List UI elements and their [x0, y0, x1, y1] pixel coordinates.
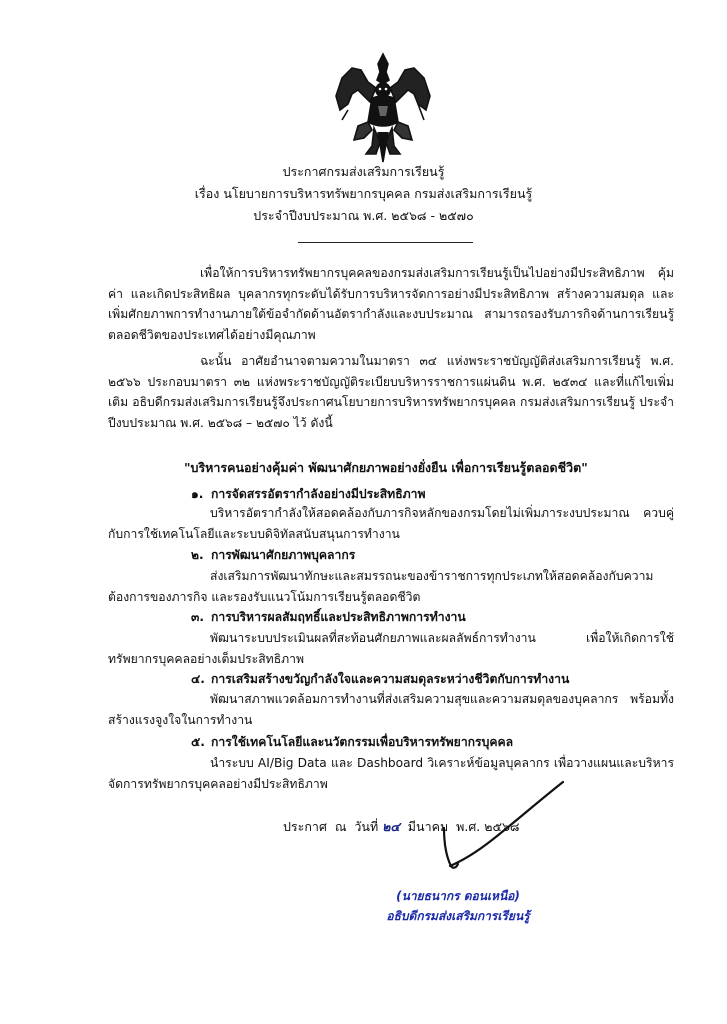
policy-item-4-title — [191, 670, 569, 689]
title-divider — [298, 242, 473, 243]
policy-item-4-text: พัฒนาสภาพแวดล้อมการทำงานที่ส่งเสริมความสุขและความสมดุลของบุคลากร พร้อมทั้งสร้างแรงจูงใจในการทำงาน — [108, 692, 674, 727]
policy-item-1-text: บริหารอัตรากำลังให้สอดคล้องกับภารกิจหลักของกรมโดยไม่เพิ่มภาระงบประมาณ ควบคู่กับการใช้เทคโนโลยีและระบบดิจิทัลสนับสนุนการทำงาน — [108, 506, 674, 541]
intro-paragraph-1 — [108, 263, 674, 345]
policy-item-3-text: พัฒนาระบบประเมินผลที่สะท้อนศักยภาพและผลลัพธ์การทำงาน เพื่อให้เกิดการใช้ทรัพยากรบุคคลอย่างเต็มประสิทธิภาพ — [108, 631, 674, 666]
policy-item-1-title — [191, 485, 426, 504]
signer-position: อธิบดีกรมส่งเสริมการเรียนรู้ — [386, 909, 530, 923]
signer-name: (นายธนากร ดอนเหนือ) — [396, 889, 520, 903]
policy-item-4-heading: การเสริมสร้างขวัญกำลังใจและความสมดุลระหว่างชีวิตกับการทำงาน — [211, 672, 570, 686]
policy-item-2-text: ส่งเสริมการพัฒนาทักษะและสมรรถนะของข้าราชการทุกประเภทให้สอดคล้องกับความต้องการของภารกิจ และรองรับแนวโน้มการเรียนรู้ตลอดชีวิต — [108, 569, 654, 604]
policy-item-5-number: ๕. — [191, 735, 205, 749]
policy-item-5-body — [108, 753, 674, 794]
date-day-handwritten: ๒๔ — [382, 819, 400, 834]
garuda-emblem-icon — [328, 50, 438, 168]
policy-item-4-body — [108, 689, 674, 730]
announcement-subject: เรื่อง นโยบายการบริหารทรัพยากรบุคคล กรมส่งเสริมการเรียนรู้ — [194, 186, 533, 201]
policy-item-2-number: ๒. — [191, 548, 204, 562]
policy-motto: "บริหารคนอย่างคุ้มค่า พัฒนาศักยภาพอย่างยั่งยืน เพื่อการเรียนรู้ตลอดชีวิต" — [184, 460, 588, 475]
policy-item-2-title — [191, 546, 355, 565]
signature-mark — [420, 770, 570, 880]
policy-item-3-body — [108, 628, 674, 669]
policy-item-2-body — [108, 566, 674, 607]
intro-text-2: ฉะนั้น อาศัยอำนาจตามความในมาตรา ๓๔ แห่งพระราชบัญญัติส่งเสริมการเรียนรู้ พ.ศ. ๒๕๖๖ ประกอบมาตรา ๓๒ แห่งพระราชบัญญัติระเบียบบริหารราชการแผ่นดิน พ.ศ. ๒๕๓๔ และที่แก้ไขเพิ่มเติม อธิบดีกรมส่งเสริมการเรียนรู้จึงประกาศนโยบายการบริหารทรัพยากรบุคคล กรมส่งเสริมการเรียนรู้ ประจำปีงบประมาณ พ.ศ. ๒๕๖๘ – ๒๕๗๐ ไว้ ดังนี้ — [108, 354, 674, 430]
policy-item-5-text: นำระบบ AI/Big Data และ Dashboard วิเคราะห์ข้อมูลบุคลากร เพื่อวางแผนและบริหารจัดการทรัพยากรบุคคลอย่างมีประสิทธิภาพ — [108, 756, 674, 791]
policy-item-1-body — [108, 503, 674, 544]
intro-paragraph-2 — [108, 351, 674, 433]
policy-item-4-number: ๔. — [191, 672, 205, 686]
policy-item-3-title — [191, 608, 466, 627]
policy-item-1-heading: การจัดสรรอัตรากำลังอย่างมีประสิทธิภาพ — [211, 487, 426, 501]
policy-item-3-heading: การบริหารผลสัมฤทธิ์และประสิทธิภาพการทำงาน — [211, 610, 466, 624]
intro-text-1: เพื่อให้การบริหารทรัพยากรบุคคลของกรมส่งเสริมการเรียนรู้เป็นไปอย่างมีประสิทธิภาพ คุ้มค่า และเกิดประสิทธิผล บุคลากรทุกระดับได้รับการบริหารจัดการอย่างมีประสิทธิภาพ สร้างความสมดุล และเพิ่มศักยภาพการทำงานภายใต้ข้อจำกัดด้านอัตรากำลังและงบประมาณ สามารถรองรับภารกิจด้านการเรียนรู้ตลอดชีวิตของประเทศได้อย่างมีคุณภาพ — [108, 266, 674, 342]
date-suffix: มีนาคม พ.ศ. ๒๕๖๘ — [399, 819, 520, 834]
announcement-title: ประกาศกรมส่งเสริมการเรียนรู้ — [282, 164, 445, 179]
fiscal-year-line: ประจำปีงบประมาณ พ.ศ. ๒๕๖๘ - ๒๕๗๐ — [253, 208, 474, 223]
policy-item-5-heading: การใช้เทคโนโลยีและนวัตกรรมเพื่อบริหารทรัพยากรบุคคล — [211, 735, 514, 749]
date-prefix: ประกาศ ณ วันที่ — [283, 819, 383, 834]
policy-item-5-title — [191, 733, 513, 752]
policy-item-2-heading: การพัฒนาศักยภาพบุคลากร — [211, 548, 356, 562]
policy-item-1-number: ๑. — [191, 487, 204, 501]
policy-item-3-number: ๓. — [191, 610, 204, 624]
